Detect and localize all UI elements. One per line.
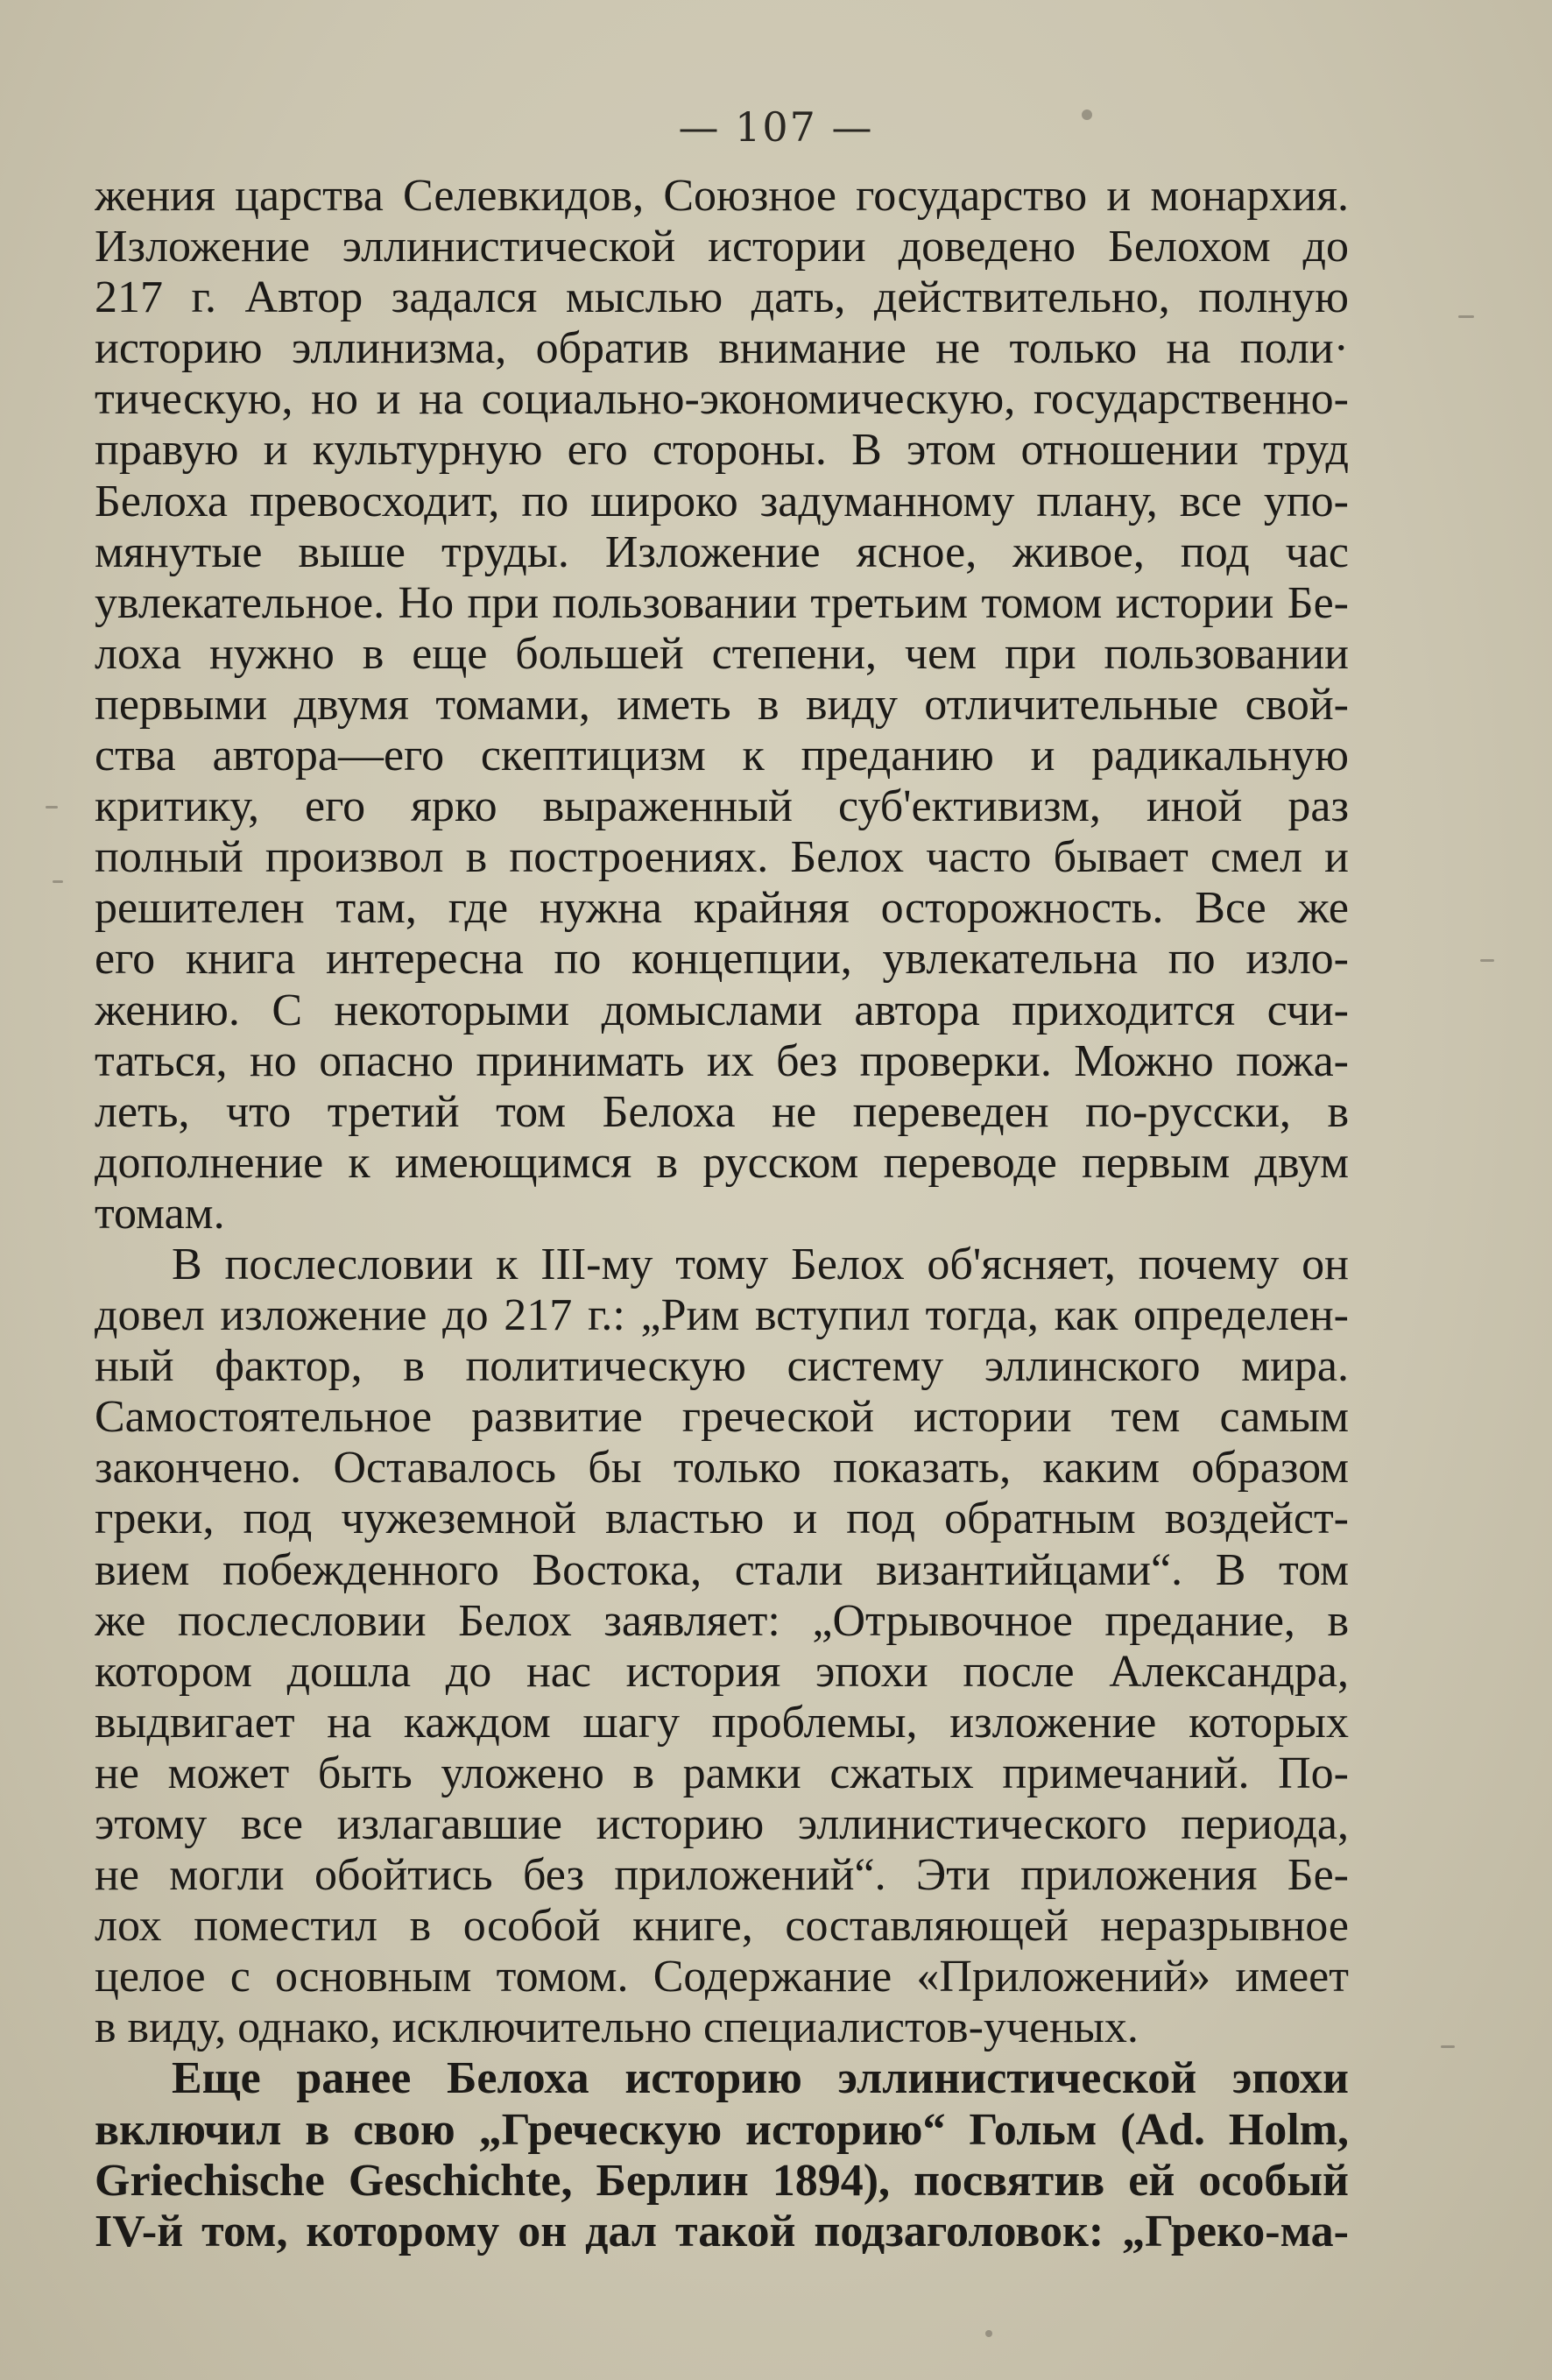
- text-line: Изложение эллинистической истории доведено Белохом до: [95, 222, 1349, 272]
- text-line: довел изложение до 217 г.: „Рим вступил тогда, как определен-: [95, 1290, 1349, 1341]
- text-line: тическую, но и на социально-экономическую, государственно-: [95, 374, 1349, 425]
- text-line: дополнение к имеющимся в русском переводе первым двум: [95, 1137, 1349, 1188]
- paper-speck: [985, 2330, 992, 2337]
- text-line: Еще ранее Белоха историю эллинистической эпохи: [172, 2053, 1349, 2104]
- text-line: 217 г. Автор задался мыслью дать, действительно, полную: [95, 272, 1349, 323]
- text-line: не может быть уложено в рамки сжатых примечаний. По-: [95, 1748, 1349, 1798]
- text-line: IV-й том, которому он дал такой подзаголовок: „Греко-ма-: [95, 2206, 1349, 2256]
- text-line: лох поместил в особой книге, составляющей неразрывное: [95, 1901, 1349, 1952]
- text-line: ный фактор, в политическую систему эллинского мира.: [95, 1341, 1349, 1392]
- text-line: Самостоятельное развитие греческой истории тем самым: [95, 1392, 1349, 1443]
- text-line: закончено. Оставалось бы только показать, каким образом: [95, 1443, 1349, 1494]
- text-line: не могли обойтись без приложений“. Эти приложения Бе-: [95, 1850, 1349, 1901]
- text-line: жению. С некоторыми домыслами автора приходится счи-: [95, 985, 1349, 1035]
- text-line: Белоха превосходит, по широко задуманному плану, все упо-: [95, 476, 1349, 526]
- text-line: полный произвол в построениях. Белох часто бывает смел и: [95, 832, 1349, 883]
- text-line: этому все излагавшие историю эллинистического периода,: [95, 1799, 1349, 1849]
- text-line: критику, его ярко выраженный суб'ективизм, иной раз: [95, 781, 1349, 832]
- paper-speck: [1082, 109, 1092, 120]
- text-line: котором дошла до нас история эпохи после Александра,: [95, 1646, 1349, 1697]
- text-line: в виду, однако, исключительно специалистов-ученых.: [95, 2002, 1139, 2053]
- paper-speck: [1480, 959, 1494, 962]
- text-line: греки, под чужеземной властью и под обратным воздейст-: [95, 1494, 1349, 1544]
- text-line: целое с основным томом. Содержание «Приложений» имеет: [95, 1952, 1349, 2002]
- text-line: томам.: [95, 1188, 225, 1239]
- text-line: выдвигает на каждом шагу проблемы, изложение которых: [95, 1697, 1349, 1748]
- text-line: таться, но опасно принимать их без проверки. Можно пожа-: [95, 1035, 1349, 1086]
- text-line: мянутые выше труды. Изложение ясное, живое, под час: [95, 526, 1349, 577]
- text-line: лоха нужно в еще большей степени, чем при пользовании: [95, 628, 1349, 679]
- text-line: историю эллинизма, обратив внимание не только на поли·: [95, 323, 1349, 374]
- text-line: увлекательное. Но при пользовании третьим томом истории Бе-: [95, 577, 1349, 628]
- text-line: вием побежденного Востока, стали византийцами“. В том: [95, 1544, 1349, 1595]
- page-number: — 107 —: [678, 103, 874, 151]
- text-line: жения царства Селевкидов, Союзное государство и монархия.: [95, 171, 1349, 221]
- text-line: первыми двумя томами, иметь в виду отличительные свой-: [95, 679, 1349, 730]
- paper-speck: [1458, 315, 1474, 318]
- text-line: Griechische Geschichte, Берлин 1894), посвятив ей особый: [95, 2155, 1349, 2206]
- text-line: леть, что третий том Белоха не переведен по-русски, в: [95, 1086, 1349, 1137]
- text-line: его книга интересна по концепции, увлекательна по изло-: [95, 934, 1349, 985]
- body-text: [95, 171, 1349, 2257]
- text-line: ства автора—его скептицизм к преданию и радикальную: [95, 731, 1349, 781]
- text-line: же послесловии Белох заявляет: „Отрывочное предание, в: [95, 1595, 1349, 1646]
- text-line: включил в свою „Греческую историю“ Гольм (Ad. Holm,: [95, 2104, 1349, 2155]
- paper-speck: [53, 880, 63, 883]
- text-line: правую и культурную его стороны. В этом отношении труд: [95, 425, 1349, 476]
- paper-speck: [1441, 2045, 1455, 2048]
- text-line: В послесловии к III-му тому Белох об'ясняет, почему он: [172, 1239, 1349, 1289]
- text-line: решителен там, где нужна крайняя осторожность. Все же: [95, 883, 1349, 934]
- paper-speck: [46, 806, 58, 809]
